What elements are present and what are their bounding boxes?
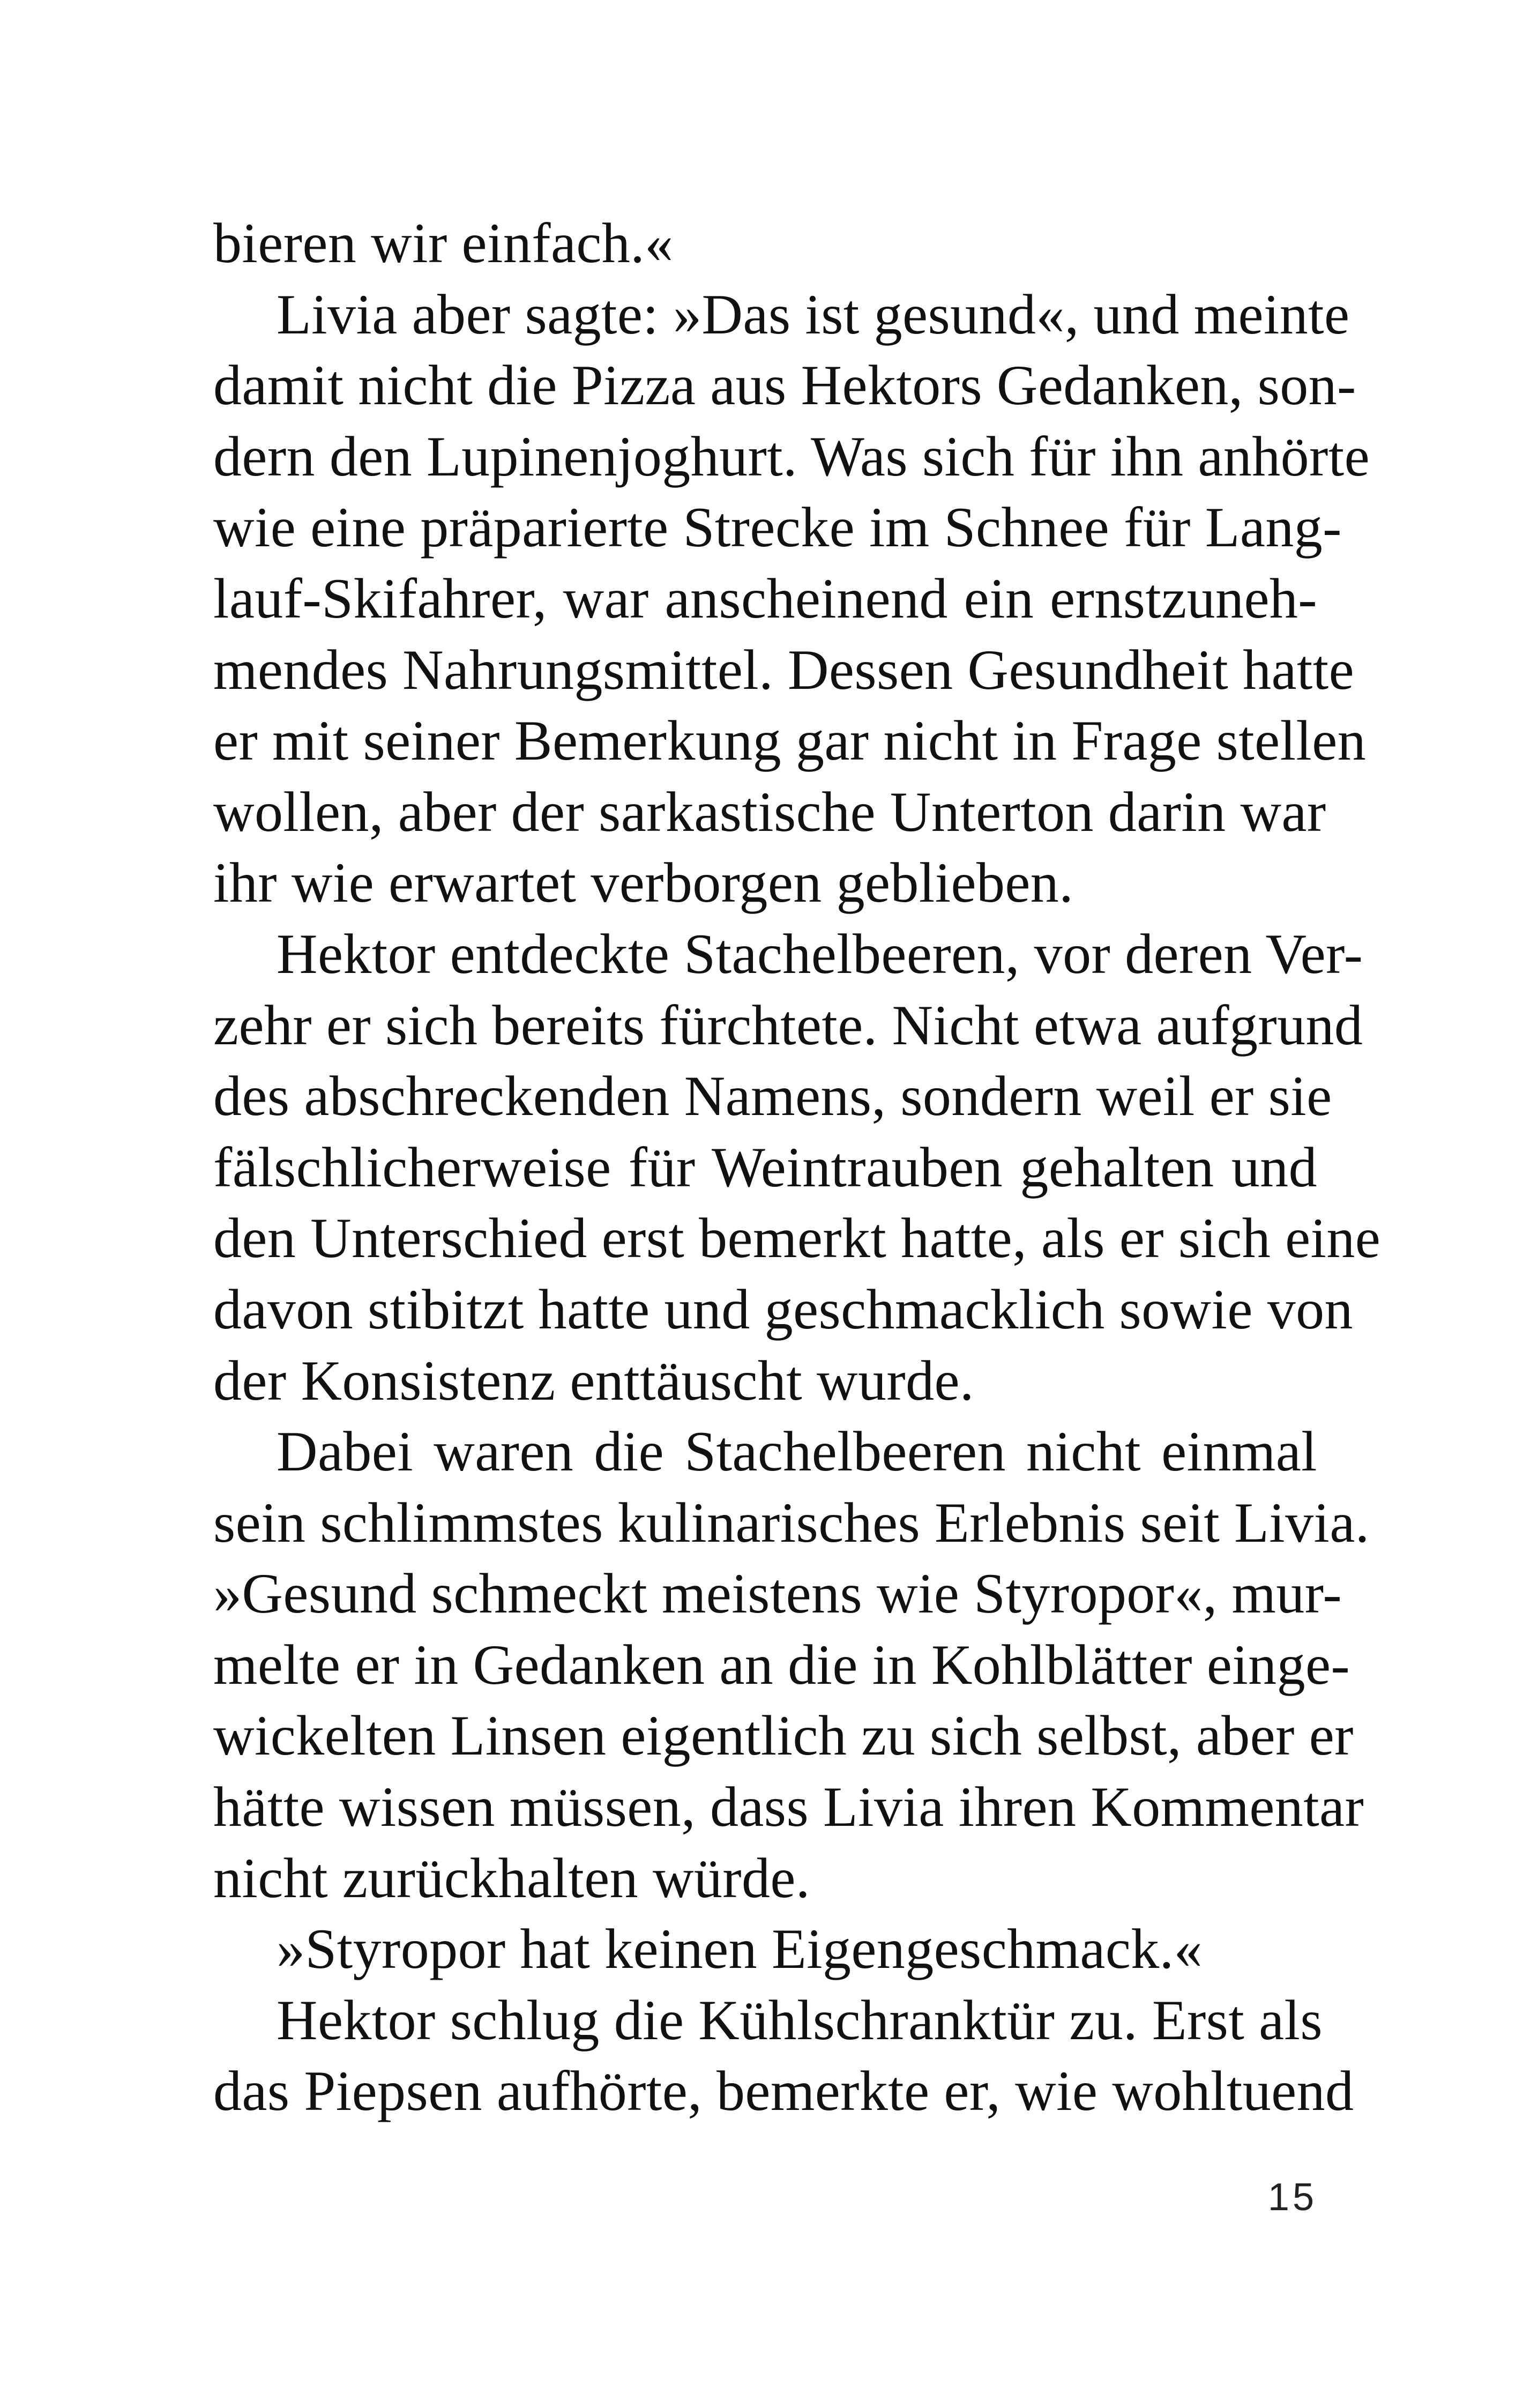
text-line: Hektor entdeckte Stachelbeeren, vor deren Ver-	[277, 922, 1363, 985]
text-line: zehr er sich bereits fürchtete. Nicht etwa aufgrund	[213, 993, 1363, 1057]
text-line: das Piepsen aufhörte, bemerkte er, wie wohltuend	[213, 2060, 1354, 2123]
text-line: des abschreckenden Namens, sondern weil er sie	[213, 1065, 1332, 1128]
page-number: 15	[1267, 2176, 1317, 2219]
text-line: Hektor schlug die Kühlschranktür zu. Erst als	[277, 1988, 1323, 2052]
text-line: Dabei waren die Stachelbeeren nicht einmal	[277, 1420, 1317, 1483]
body-text	[213, 208, 1381, 2127]
text-line: den Unterschied erst bemerkt hatte, als er sich eine	[213, 1207, 1381, 1270]
text-line: »Gesund schmeckt meistens wie Styropor«, mur-	[213, 1562, 1342, 1625]
text-line: ihr wie erwartet verborgen geblieben.	[213, 851, 1074, 915]
text-line: dern den Lupinenjoghurt. Was sich für ihn anhörte	[213, 425, 1370, 488]
text-line: fälschlicherweise für Weintrauben gehalten und	[213, 1135, 1317, 1199]
text-line: davon stibitzt hatte und geschmacklich sowie von	[213, 1277, 1353, 1341]
text-line: melte er in Gedanken an die in Kohlblätter einge-	[213, 1633, 1350, 1696]
text-line: »Styropor hat keinen Eigengeschmack.«	[277, 1918, 1203, 1981]
text-line: Livia aber sagte: »Das ist gesund«, und meinte	[277, 283, 1350, 346]
text-line: wollen, aber der sarkastische Unterton darin war	[213, 780, 1326, 843]
text-line: bieren wir einfach.«	[213, 212, 674, 274]
text-line: wie eine präparierte Strecke im Schnee für Lang-	[213, 496, 1342, 559]
text-line: lauf-Skifahrer, war anscheinend ein ernstzuneh-	[213, 567, 1317, 630]
text-line: damit nicht die Pizza aus Hektors Gedanken, son-	[213, 354, 1356, 417]
text-line: der Konsistenz enttäuscht wurde.	[213, 1349, 974, 1412]
text-line: wickelten Linsen eigentlich zu sich selbst, aber er	[213, 1704, 1354, 1767]
text-line: sein schlimmstes kulinarisches Erlebnis seit Livia.	[213, 1491, 1370, 1554]
text-line: mendes Nahrungsmittel. Dessen Gesundheit hatte	[213, 638, 1355, 701]
text-line: hätte wissen müssen, dass Livia ihren Kommentar	[213, 1775, 1364, 1839]
text-line: er mit seiner Bemerkung gar nicht in Frage stellen	[213, 709, 1367, 772]
text-line: nicht zurückhalten würde.	[213, 1846, 810, 1909]
